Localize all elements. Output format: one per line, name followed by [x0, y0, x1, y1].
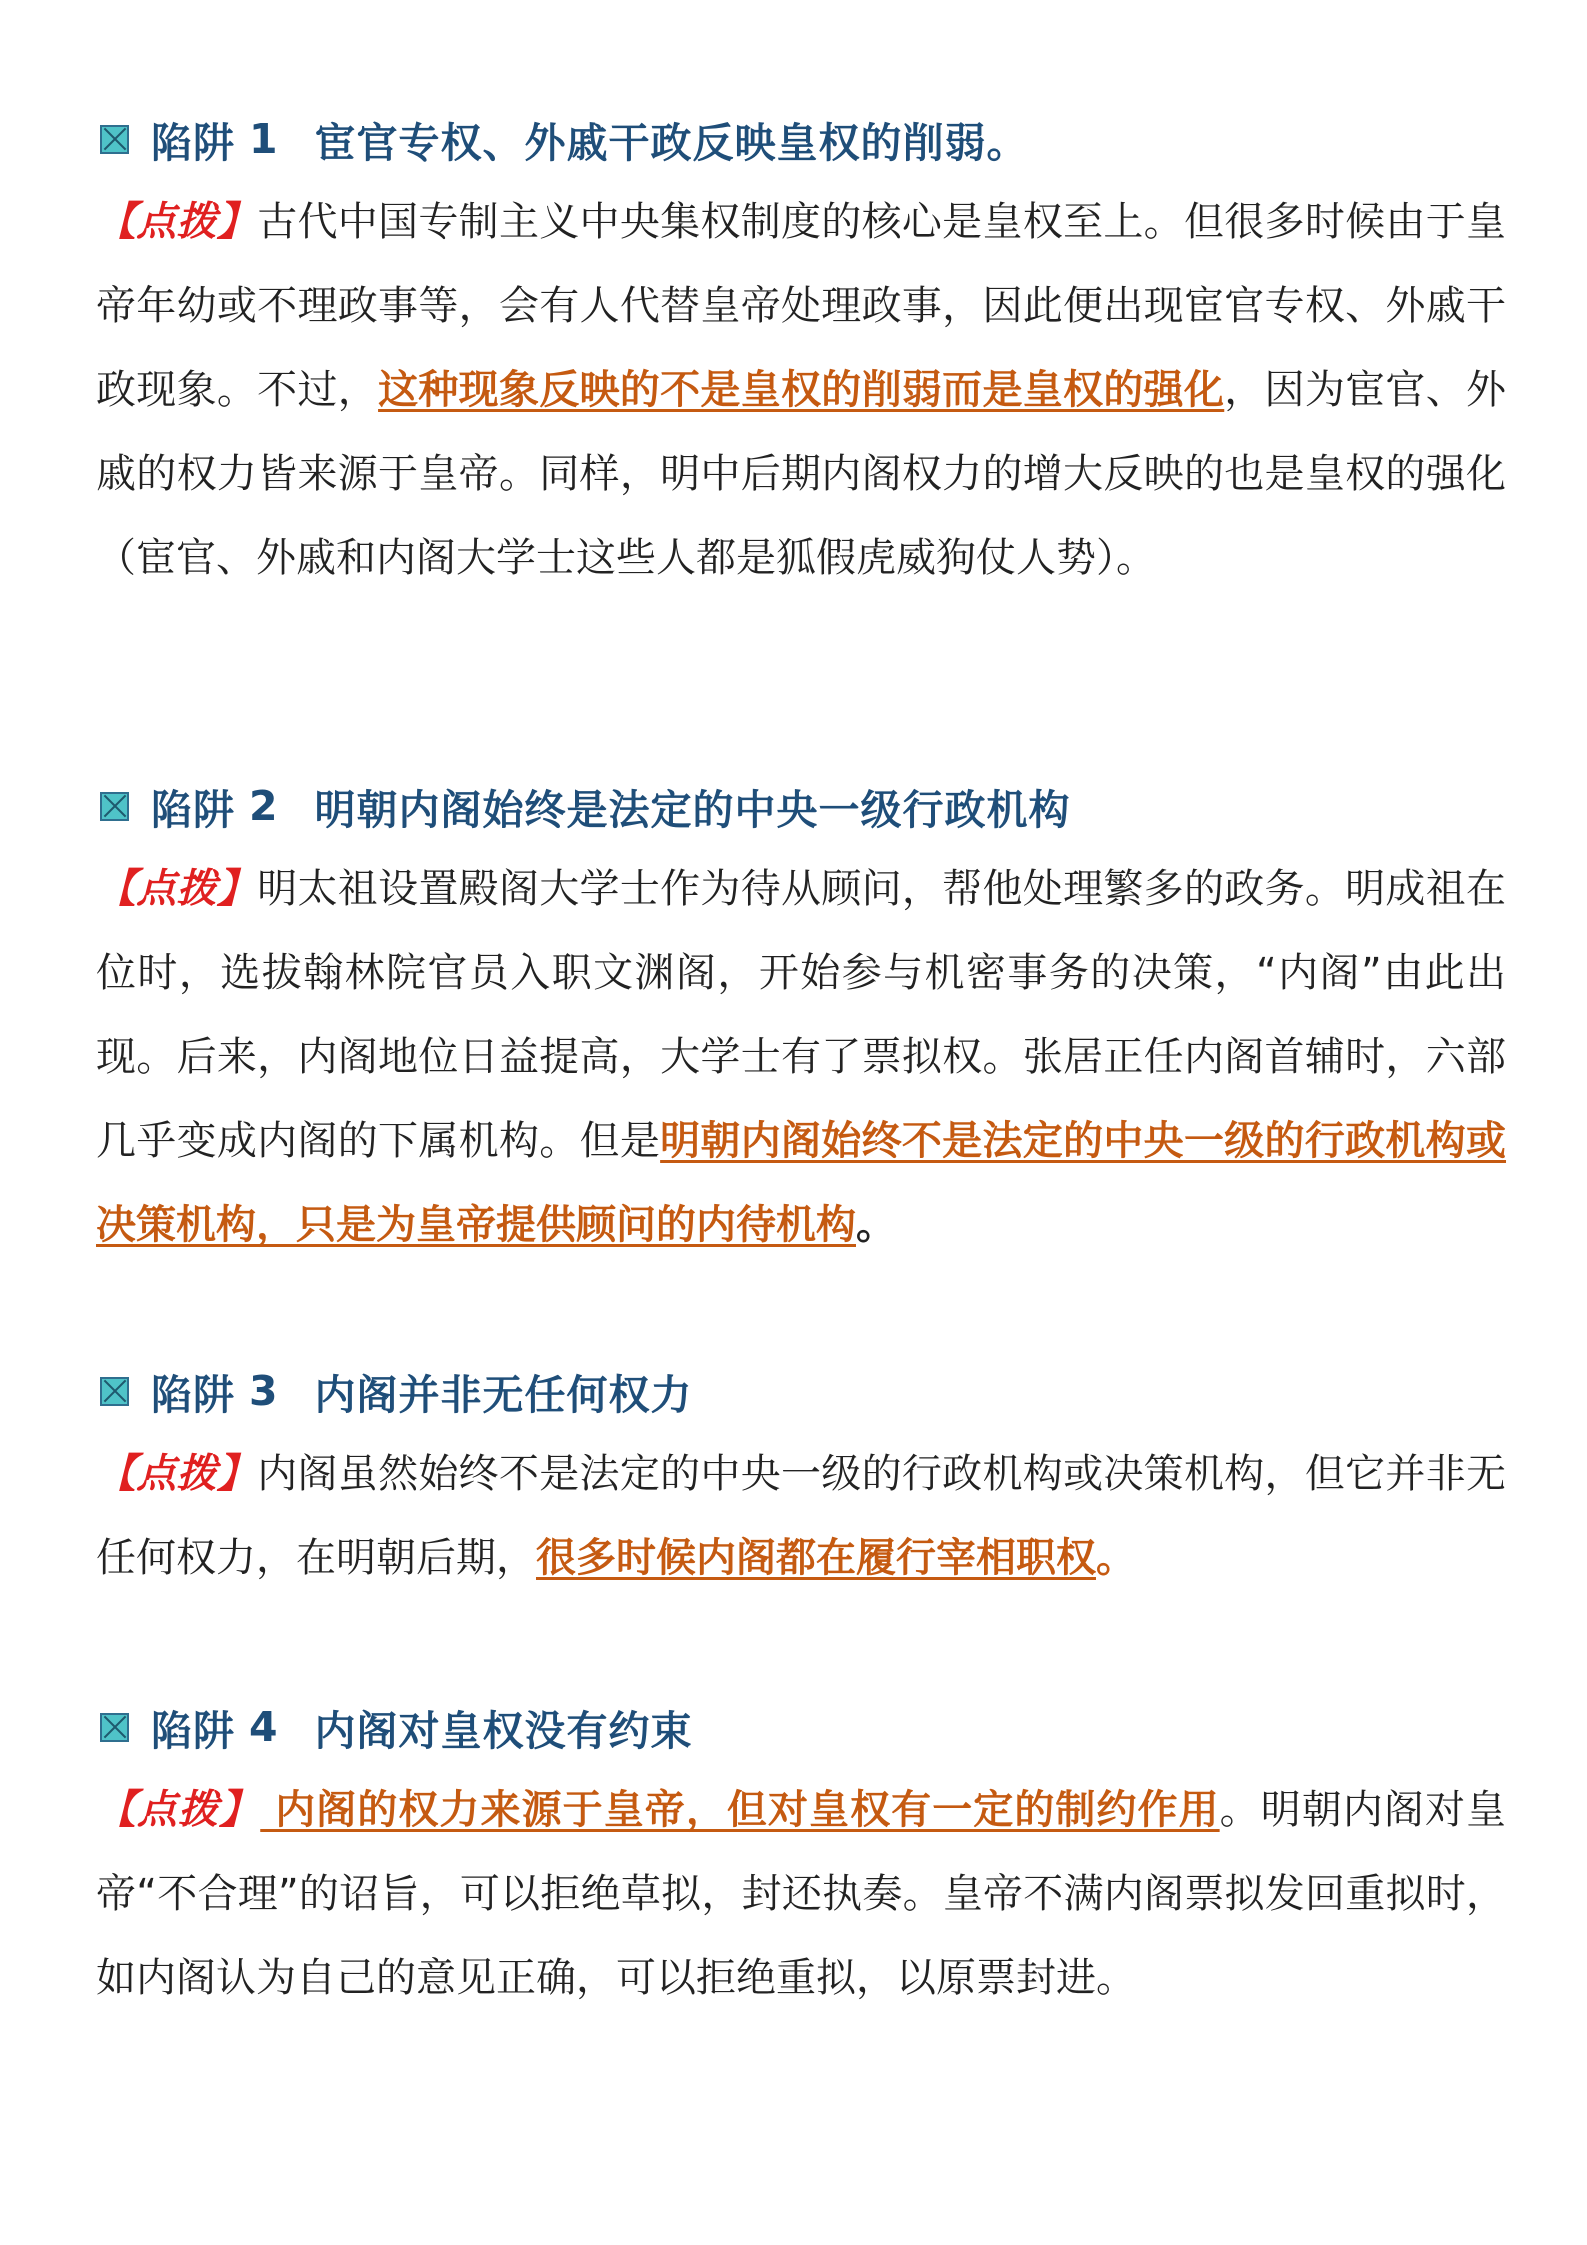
heading-number: 3 — [249, 1367, 279, 1415]
section-heading — [96, 775, 1506, 837]
body-text-2: ，因为宦官、外戚的权力皆来源于皇帝。同样，明中后期内阁权力的增大反映的也是皇权的强化（宦官、外戚和内阁大学士这些人都是狐假虎威狗仗人势）。 — [96, 367, 1507, 581]
section-heading — [96, 1360, 1506, 1422]
heading-number: 2 — [249, 782, 279, 830]
heading-trap-label: 陷阱 — [151, 1370, 235, 1419]
body-text-2: 。明朝内阁对皇帝“不合理”的诏旨，可以拒绝草拟，封还执奏。皇帝不满内阁票拟发回重拟时，如内阁认为自己的意见正确，可以拒绝重拟，以原票封进。 — [96, 1787, 1507, 2001]
highlight-text: 内阁的权力来源于皇帝，但对皇权有一定的制约作用 — [260, 1787, 1220, 1833]
trap-section-4 — [96, 1696, 1506, 2020]
section-heading — [96, 108, 1506, 170]
checkbox-cross-icon — [100, 1713, 129, 1742]
heading-title: 内阁并非无任何权力 — [314, 1370, 693, 1419]
section-body — [96, 847, 1506, 1267]
checkbox-cross-icon — [100, 792, 129, 821]
heading-number: 1 — [249, 115, 279, 163]
highlight-text: 很多时候内阁都在履行宰相职权 — [536, 1535, 1096, 1581]
section-heading — [96, 1696, 1506, 1758]
body-text-1: 内阁虽然始终不是法定的中央一级的行政机构或决策机构，但它并非无任何权力，在明朝后期， — [96, 1451, 1507, 1581]
section-body — [96, 1768, 1506, 2020]
trap-section-1 — [96, 108, 1506, 600]
checkbox-cross-icon — [100, 1377, 129, 1406]
body-text-1: 明太祖设置殿阁大学士作为待从顾问，帮他处理繁多的政务。明成祖在位时，选拔翰林院官员入职文渊阁，开始参与机密事务的决策，“内阁”由此出现。后来，内阁地位日益提高，大学士有了票拟权。张居正任内阁首辅时，六部几乎变成内阁的下属机构。但是 — [96, 866, 1507, 1164]
heading-trap-label: 陷阱 — [151, 1706, 235, 1755]
section-body — [96, 1432, 1506, 1600]
highlight-text: 这种现象反映的不是皇权的削弱而是皇权的强化 — [378, 367, 1225, 413]
hint-tag: 【点拨】 — [96, 1451, 258, 1497]
section-body — [96, 180, 1506, 600]
body-text-1: 古代中国专制主义中央集权制度的核心是皇权至上。但很多时候由于皇帝年幼或不理政事等，会有人代替皇帝处理政事，因此便出现宦官专权、外戚干政现象。不过， — [96, 199, 1507, 413]
heading-title: 明朝内阁始终是法定的中央一级行政机构 — [314, 785, 1071, 834]
hint-tag: 【点拨】 — [96, 866, 258, 912]
trap-section-3 — [96, 1360, 1506, 1600]
heading-title: 宦官专权、外戚干政反映皇权的削弱。 — [314, 118, 1029, 167]
heading-number: 4 — [249, 1703, 279, 1751]
hint-tag: 【点拨】 — [96, 1787, 261, 1833]
heading-trap-label: 陷阱 — [151, 785, 235, 834]
highlight-text: 明朝内阁始终不是法定的中央一级的行政机构或决策机构，只是为皇帝提供顾问的内待机构 — [96, 1118, 1507, 1248]
hint-tag: 【点拨】 — [96, 199, 258, 245]
heading-trap-label: 陷阱 — [151, 118, 235, 167]
heading-title: 内阁对皇权没有约束 — [314, 1706, 693, 1755]
trap-section-2 — [96, 775, 1506, 1267]
body-text-2: 。 — [1096, 1535, 1136, 1581]
checkbox-cross-icon — [100, 125, 129, 154]
body-text-2: 。 — [856, 1202, 896, 1248]
